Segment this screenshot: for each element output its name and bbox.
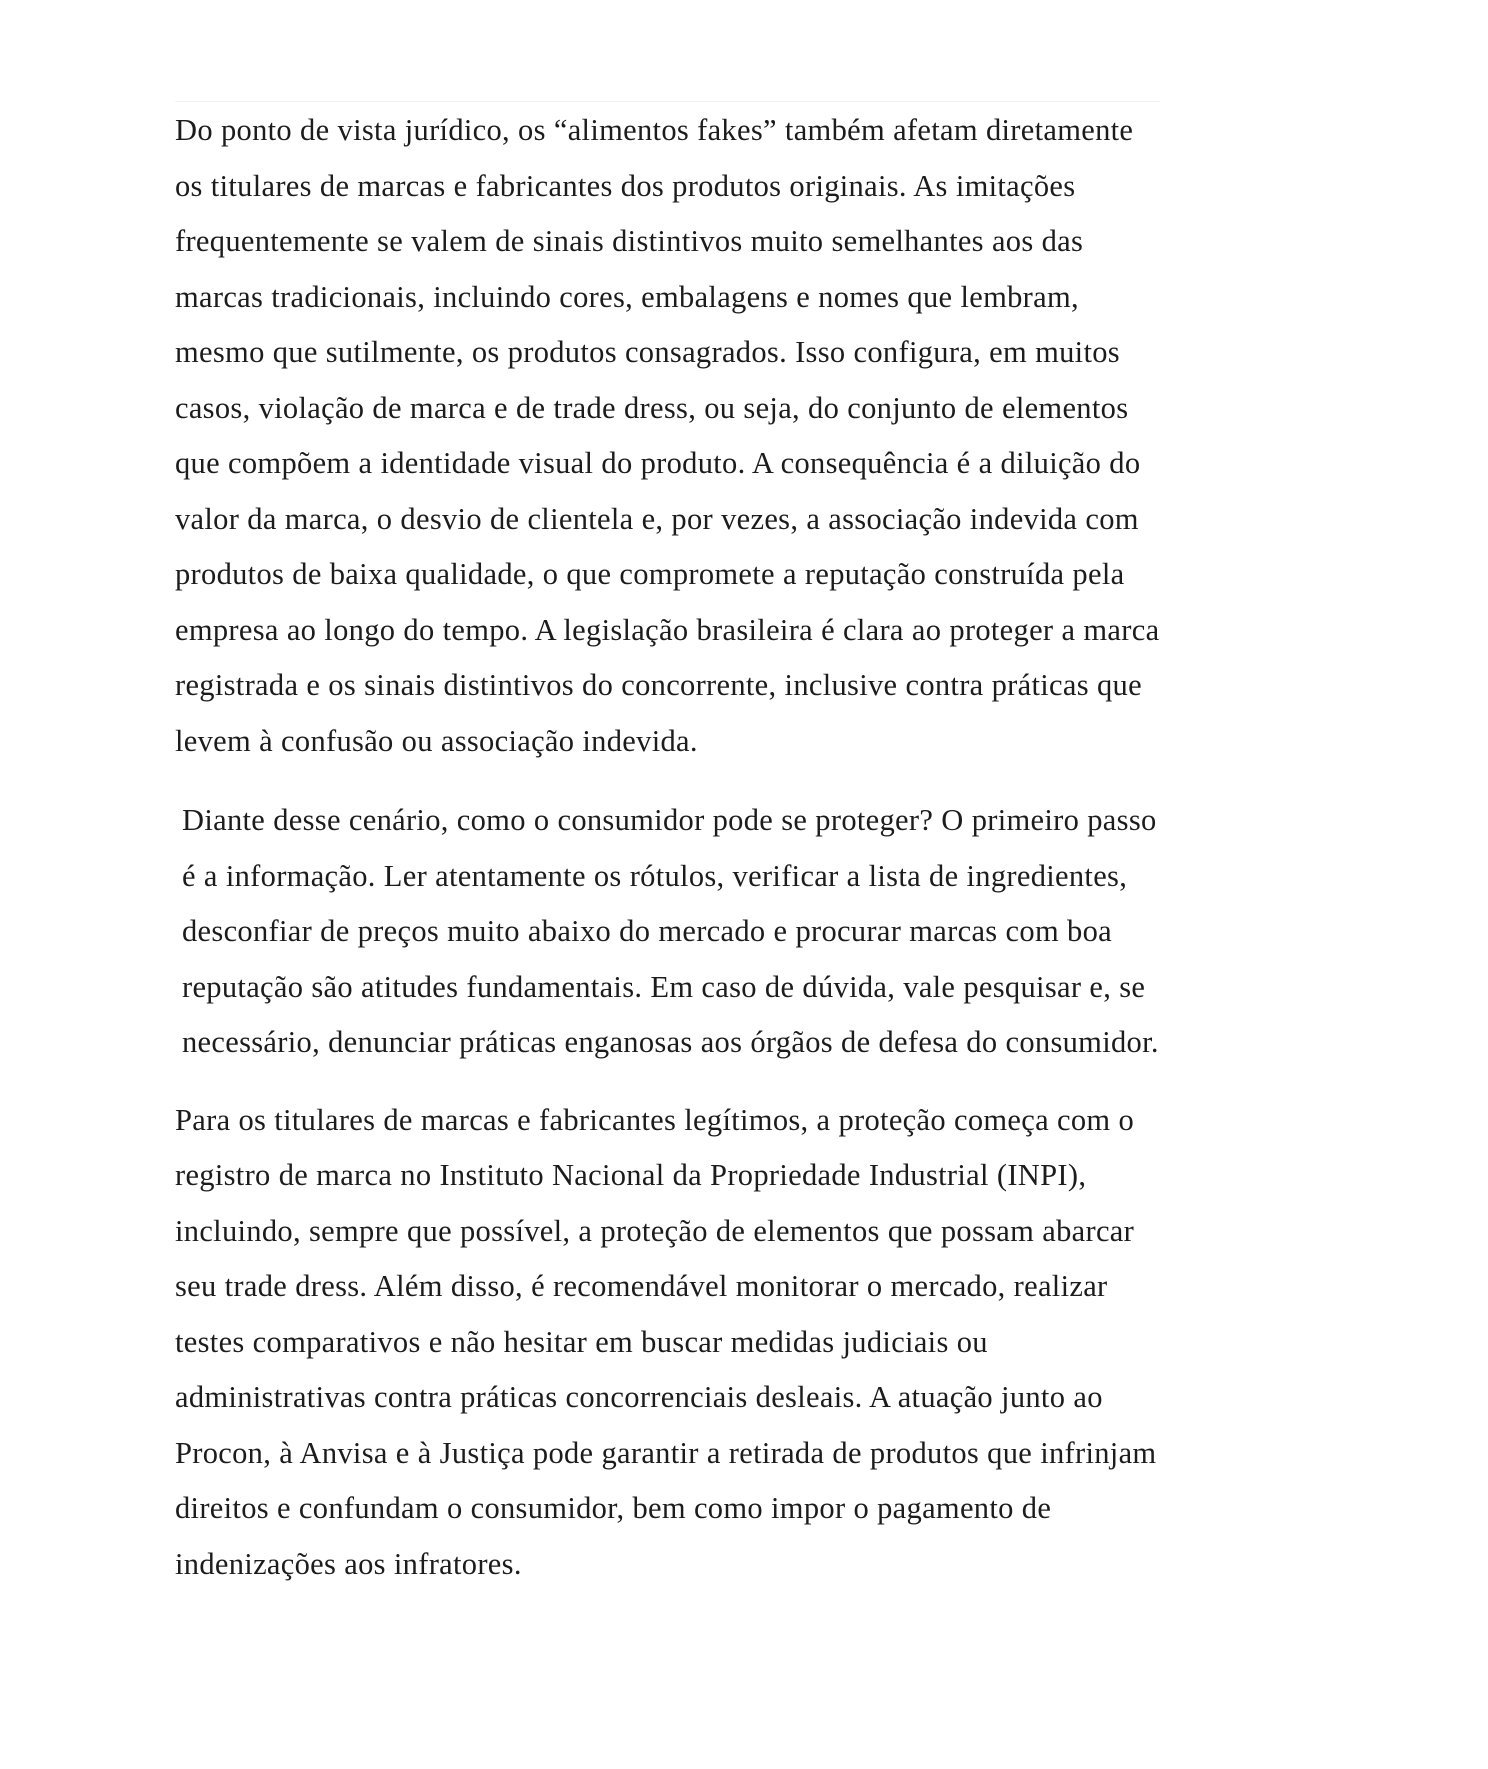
paragraph-3: Para os titulares de marcas e fabricantes legítimos, a proteção começa com o registro de marca no Instituto Nacional da Propriedade Industrial (INPI), incluindo, sempre que possível, a proteção de elementos que possam abarcar seu trade dress. Além disso, é recomendável monitorar o mercado, realizar testes comparativos e não hesitar em buscar medidas judiciais ou administrativas contra práticas concorrenciais desleais. A atuação junto ao Procon, à Anvisa e à Justiça pode garantir a retirada de produtos que infrinjam direitos e confundam o consumidor, bem como impor o pagamento de indenizações aos infratores. [175,1102,1157,1581]
paragraph-2: Diante desse cenário, como o consumidor pode se proteger? O primeiro passo é a informação. Ler atentamente os rótulos, verificar a lista de ingredientes, desconfiar de preços muito abaixo do mercado e procurar marcas com boa reputação são atitudes fundamentais. Em caso de dúvida, vale pesquisar e, se necessário, denunciar práticas enganosas aos órgãos de defesa do consumidor. [182,803,1159,1059]
section-divider-rule [175,101,1160,102]
paragraph-1: Do ponto de vista jurídico, os “alimentos fakes” também afetam diretamente os titulares de marcas e fabricantes dos produtos originais. As imitações frequentemente se valem de sinais distintivos muito semelhantes aos das marcas tradicionais, incluindo cores, embalagens e nomes que lembram, mesmo que sutilmente, os produtos consagrados. Isso configura, em muitos casos, violação de marca e de trade dress, ou seja, do conjunto de elementos que compõem a identidade visual do produto. A consequência é a diluição do valor da marca, o desvio de clientela e, por vezes, a associação indevida com produtos de baixa qualidade, o que compromete a reputação construída pela empresa ao longo do tempo. A legislação brasileira é clara ao proteger a marca registrada e os sinais distintivos do concorrente, inclusive contra práticas que levem à confusão ou associação indevida. [175,113,1160,758]
article-body [175,103,1160,1592]
